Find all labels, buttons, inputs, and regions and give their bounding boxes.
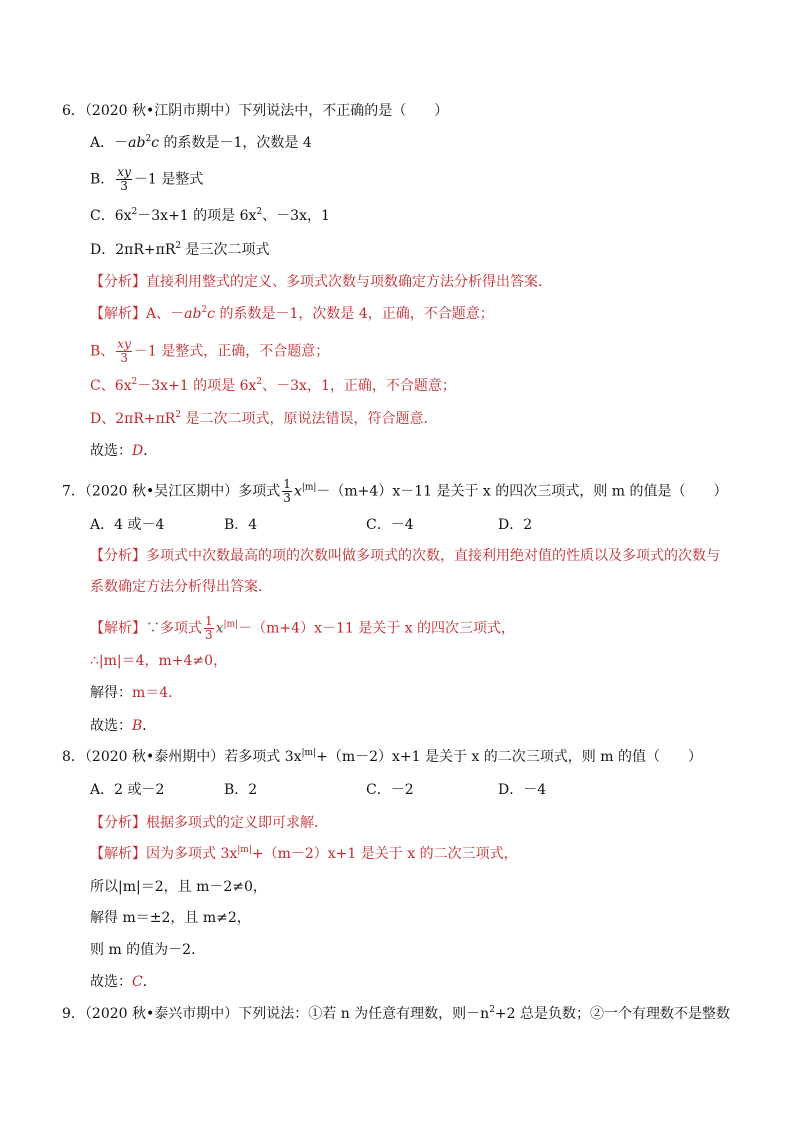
q8-solution-line1: 【解析】因为多项式 $3x^{|m|}+(m-2)x+1$ 是关于 x 的二次三项式， (90, 845, 518, 862)
q7-option-a: A．4 或－4 (90, 517, 165, 533)
q8-analysis: 【分析】根据多项式的定义即可求解． (90, 815, 328, 831)
q7-answer: 故选：B． (90, 718, 157, 734)
q7-option-b: B．4 (224, 517, 258, 533)
q7-option-d: D．2 (498, 517, 533, 533)
q8-option-d: D．－4 (498, 782, 547, 798)
fraction: $\frac{xy}{3}$ (117, 165, 131, 193)
q7-solution-line1: 【解析】∵多项式 $\frac{1}{3}$ $x^{|m|}-(m+4)x-11$ 是关于 x 的四次三项式， (90, 614, 516, 642)
q8-solution-line3: 解得 m＝±2，且 m≠2， (90, 910, 251, 926)
q7-analysis-line2: 系数确定方法分析得出答案． (90, 579, 272, 595)
q7-option-c: C．－4 (366, 517, 414, 533)
q8-solution-line2: 所以|m|＝2，且 m－2≠0， (90, 879, 267, 895)
q7-solution-line3: 解得：m＝4． (90, 685, 183, 701)
q7-analysis-line1: 【分析】多项式中次数最高的项的次数叫做多项式的次数，直接利用绝对值的性质以及多项式的次数与 (90, 548, 720, 564)
q8-stem: 8．（2020 秋•泰州期中）若多项式 $3x^{|m|}+(m-2)x+1$ 是关于 x 的二次三项式，则 m 的值（ ） (62, 748, 702, 765)
fraction: $\frac{xy}{3}$ (117, 337, 131, 365)
q8-option-a: A．2 或－2 (90, 782, 165, 798)
q6-option-d: D．$2\pi R+\pi R^2$ 是三次二项式 (90, 241, 270, 258)
q6-option-a: A．$-ab^2c$ 的系数是－1，次数是 4 (90, 134, 312, 151)
q8-answer: 故选：C． (90, 974, 157, 990)
q6-solution-line1: 【解析】A、$-ab^2c$ 的系数是－1，次数是 4，正确，不合题意； (90, 305, 494, 322)
q9-stem: 9．（2020 秋•泰兴市期中）下列说法：①若 n 为任意有理数，则$-n^2+2$ 总是负数；②一个有理数不是整数 (62, 1005, 731, 1022)
q8-option-c: C．－2 (366, 782, 414, 798)
q6-option-b: B． $\frac{xy}{3}$ －1 是整式 (90, 165, 204, 193)
q7-stem: 7．（2020 秋•吴江区期中）多项式 $\frac{1}{3}$ $x^{|m|}-(m+4)x-11$ 是关于 x 的四次三项式，则 m 的值是（ ） (62, 477, 728, 505)
q6-solution-line4: D、$2\pi R+\pi R^2$ 是二次二项式，原说法错误，符合题意． (90, 410, 438, 427)
q8-option-b: B．2 (224, 782, 258, 798)
q6-solution-line2: B、 $\frac{xy}{3}$ －1 是整式，正确，不合题意； (90, 337, 330, 365)
q6-option-c: C．$6x^2-3x+1$ 的项是 $6x^2$、－3x，1 (90, 207, 330, 224)
q6-solution-line3: C、$6x^2-3x+1$ 的项是 $6x^2$、－3x，1，正确，不合题意； (90, 377, 456, 394)
q7-solution-line2: ∴|m|＝4，m+4≠0， (90, 653, 228, 669)
q8-solution-line4: 则 m 的值为－2． (90, 942, 206, 958)
fraction: $\frac{1}{3}$ (205, 614, 213, 642)
fraction: $\frac{1}{3}$ (283, 477, 291, 505)
q6-analysis: 【分析】直接利用整式的定义、多项式次数与项数确定方法分析得出答案． (90, 274, 552, 290)
q6-answer: 故选：D． (90, 443, 158, 459)
q6-stem: 6．（2020 秋•江阴市期中）下列说法中，不正确的是（ ） (62, 103, 449, 119)
